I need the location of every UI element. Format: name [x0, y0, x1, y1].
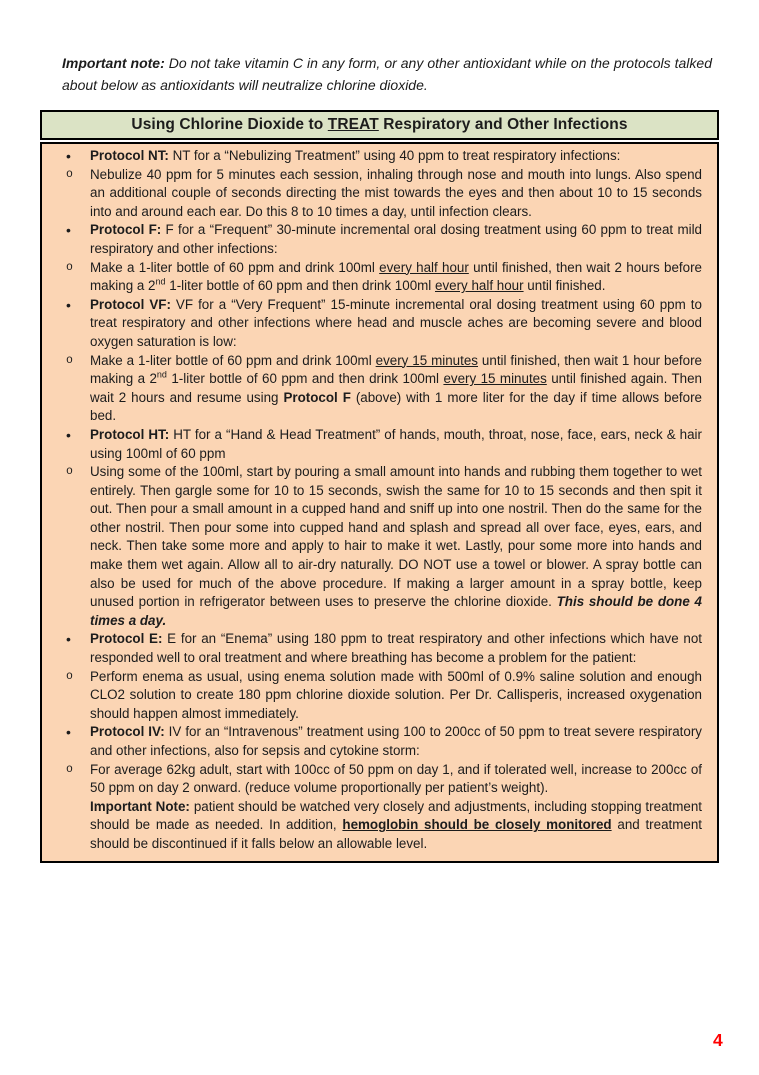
- text-segment: Important Note:: [90, 798, 190, 814]
- text-segment: HT for a “Hand & Head Treatment” of hands, mouth, throat, nose, face, ears, neck & hair using 100ml of 60 ppm: [90, 426, 702, 461]
- protocol-item: [66, 668, 702, 724]
- text-segment: Nebulize 40 ppm for 5 minutes each session, inhaling through nose and mouth into lungs. Also spend an additional couple of seconds directing the mist towards the eyes and then about 10 to 15 seconds into and around each ear. Do this 8 to 10 times a day, until infection clears.: [90, 166, 702, 219]
- protocol-item: [66, 630, 702, 667]
- text-segment: Using some of the 100ml, start by pouring a small amount into hands and rubbing them together to wet entirely. Then gargle some for 10 to 15 seconds, swish the same for 10 to 15 seconds and then spit it out. Then pour a small amount in a cupped hand and sniff up into one nostril. Then do the same for the other nostril. Then pour some into cupped hand and splash and spread all over face, eyes, ears, and neck. Then take some more and apply to hair to make it wet. Lastly, pour some more into hands and make them wet again. Allow all to air-dry naturally. DO NOT use a towel or blower. A spray bottle can also be used for much of the above procedure. If making a larger amount in a spray bottle, keep unused portion in refrigerator between uses to preserve the chlorine dioxide.: [90, 464, 702, 610]
- text-segment: Protocol VF:: [90, 296, 171, 312]
- bullet-marker: •: [66, 724, 71, 741]
- text-segment: 1-liter bottle of 60 ppm and then drink 100ml: [165, 278, 435, 294]
- text-segment: every 15 minutes: [443, 371, 547, 387]
- text-segment: patient should be watched very closely and adjustments, including stopping treatment should be made as needed. In addition,: [90, 798, 703, 833]
- bullet-marker: •: [66, 148, 71, 164]
- section-title: [131, 116, 627, 134]
- bullet-marker: •: [66, 222, 71, 239]
- protocol-item-text: [90, 296, 702, 352]
- text-segment: Protocol HT:: [90, 426, 170, 442]
- section-header: [40, 110, 719, 140]
- circle-marker: o: [66, 762, 73, 776]
- protocol-item: [66, 761, 702, 854]
- text-segment: Protocol F: [283, 389, 351, 405]
- bullet-marker: •: [66, 631, 71, 648]
- circle-marker: o: [66, 465, 73, 479]
- protocol-item-text: [90, 761, 702, 854]
- protocol-item: [66, 426, 702, 463]
- text-segment: hemoglobin should be closely monitored: [342, 817, 612, 833]
- protocol-item-text: [90, 668, 702, 724]
- text-segment: Using Chlorine Dioxide to: [131, 116, 328, 133]
- text-segment: and treatment should be discontinued if it falls below an allowable level.: [90, 817, 703, 851]
- protocol-item-text: [90, 352, 702, 426]
- text-segment: VF for a “Very Frequent” 15-minute incremental oral dosing treatment using 60 ppm to treat respiratory and other infections where head and muscle aches are becoming severe and blood oxygen saturation is low:: [90, 296, 702, 349]
- text-segment: This should be done 4 times a day.: [90, 594, 702, 628]
- protocol-item-text: [90, 166, 702, 222]
- text-segment: 1-liter bottle of 60 ppm and then drink 100ml: [166, 371, 444, 387]
- text-segment: (above) with 1 more liter for the day if time allows before bed.: [90, 389, 702, 424]
- text-segment: Make a 1-liter bottle of 60 ppm and drink 100ml: [90, 352, 376, 368]
- text-segment: Respiratory and Other Infections: [378, 116, 628, 133]
- protocol-item-text: [90, 221, 702, 258]
- bullet-marker: •: [66, 426, 71, 443]
- text-segment: NT for a “Nebulizing Treatment” using 40 ppm to treat respiratory infections:: [168, 148, 621, 163]
- text-segment: Do not take vitamin C in any form, or any other antioxidant while on the protocols talked about below as antioxidants will neutralize chlorine dioxide.: [62, 55, 712, 93]
- text-segment: IV for an “Intravenous” treatment using 100 to 200cc of 50 ppm to treat severe respiratory and other infections, also for sepsis and cytokine storm:: [90, 724, 702, 758]
- circle-marker: o: [66, 669, 73, 683]
- text-segment: Protocol NT:: [90, 148, 169, 163]
- circle-marker: o: [66, 353, 73, 367]
- circle-marker: o: [66, 167, 73, 181]
- protocol-item-text: [90, 463, 702, 630]
- text-segment: nd: [156, 369, 167, 380]
- protocol-box: [40, 142, 719, 863]
- protocol-item: [66, 147, 702, 166]
- text-segment: Protocol IV:: [90, 724, 165, 740]
- text-segment: nd: [155, 276, 166, 287]
- protocol-item: [66, 352, 702, 426]
- bullet-marker: •: [66, 296, 71, 313]
- text-segment: every half hour: [435, 278, 524, 294]
- text-segment: every half hour: [379, 259, 469, 275]
- protocol-item-text: [90, 723, 702, 760]
- text-segment: Protocol F:: [90, 222, 162, 238]
- protocol-item-text: [90, 426, 702, 463]
- text-segment: until finished again. Then wait 2 hours and resume using: [90, 371, 702, 405]
- text-segment: until finished.: [523, 278, 606, 294]
- page-number: 4: [713, 1030, 723, 1050]
- text-segment: Protocol E:: [90, 631, 163, 647]
- text-segment: Make a 1-liter bottle of 60 ppm and drink 100ml: [90, 259, 380, 275]
- important-note: [62, 52, 712, 96]
- protocol-item-text: [90, 147, 702, 166]
- protocol-item: [66, 259, 702, 296]
- protocol-item: [66, 166, 702, 222]
- protocol-item-text: [90, 630, 702, 667]
- text-segment: every 15 minutes: [375, 352, 478, 368]
- text-segment: For average 62kg adult, start with 100cc of 50 ppm on day 1, and if tolerated well, increase to 200cc of 50 ppm on day 2 onward. (reduce volume proportionally per patient’s weight).: [90, 761, 702, 796]
- text-segment: until finished, then wait 2 hours before making a 2: [90, 259, 702, 294]
- protocol-item: [66, 221, 702, 258]
- protocol-item-text: [90, 259, 702, 296]
- text-segment: E for an “Enema” using 180 ppm to treat respiratory and other infections which have not responded well to oral treatment and where breathing has become a problem for the patient:: [90, 631, 702, 666]
- text-segment: Important note:: [62, 55, 169, 71]
- text-segment: F for a “Frequent” 30-minute incremental oral dosing treatment using 60 ppm to treat mild respiratory and other infections:: [90, 222, 703, 256]
- protocol-item: [66, 723, 702, 760]
- protocol-item: [66, 296, 702, 352]
- text-segment: TREAT: [327, 116, 379, 133]
- circle-marker: o: [66, 260, 73, 274]
- protocol-item: [66, 463, 702, 630]
- text-segment: Perform enema as usual, using enema solution made with 500ml of 0.9% saline solution and enough CLO2 solution to create 180 ppm chlorine dioxide solution. Per Dr. Callisperis, increased oxygenation should happen almost immediately.: [90, 668, 702, 721]
- text-segment: until finished, then wait 1 hour before making a 2: [90, 352, 702, 387]
